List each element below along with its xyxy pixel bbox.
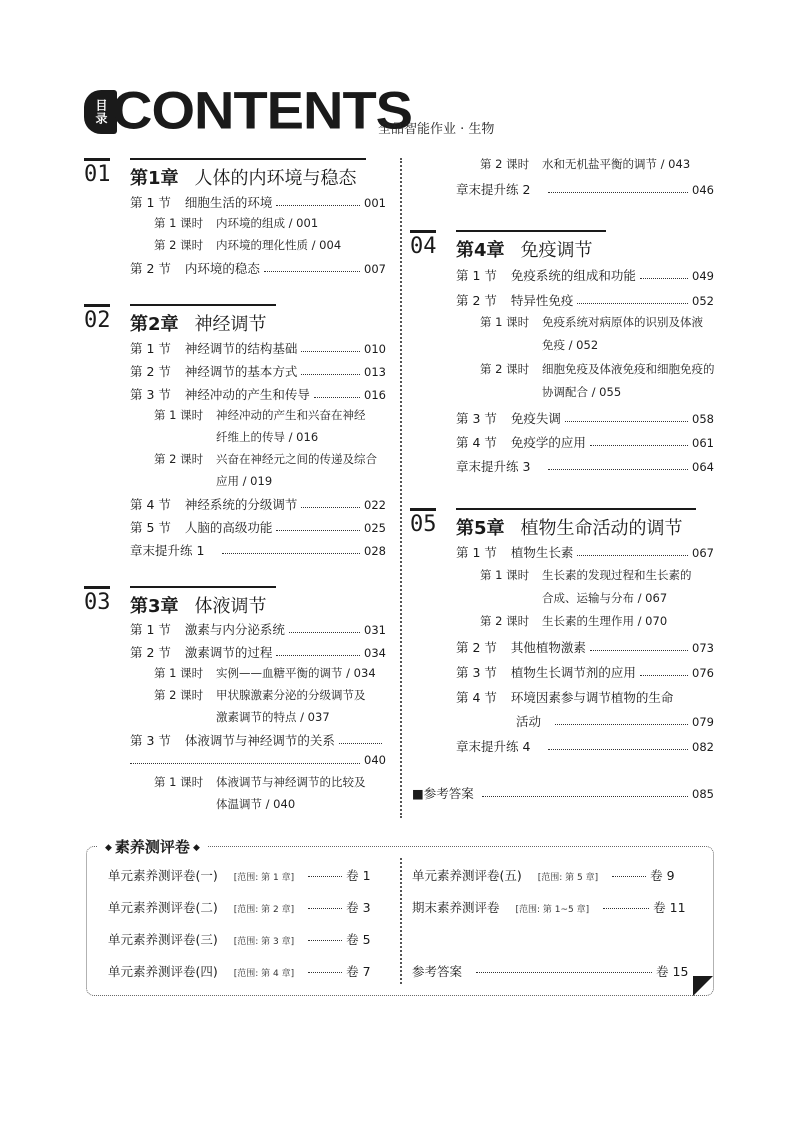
section-title: 神经冲动的产生和传导 bbox=[184, 387, 310, 402]
leader-dots bbox=[130, 762, 360, 764]
paper-page: 卷 5 bbox=[346, 932, 371, 947]
page-number: 079 bbox=[692, 715, 714, 729]
section-title: 免疫学的应用 bbox=[510, 435, 586, 450]
toc-entry[interactable] bbox=[456, 266, 714, 284]
section-number: 第 4 节 bbox=[456, 690, 497, 705]
paper-scope: [范围: 第 1 章] bbox=[233, 873, 295, 883]
chapter-number: 02 bbox=[84, 304, 110, 333]
chapter-number: 04 bbox=[410, 230, 436, 259]
page-number: 028 bbox=[364, 544, 386, 558]
toc-entry[interactable] bbox=[456, 543, 714, 561]
assessment-entry[interactable] bbox=[108, 898, 371, 916]
toc-entry[interactable] bbox=[130, 385, 386, 403]
toc-entry[interactable] bbox=[130, 259, 386, 277]
paper-page: 卷 7 bbox=[346, 964, 371, 979]
chapter-title: 体液调节 bbox=[194, 596, 267, 617]
leader-dots bbox=[301, 506, 360, 508]
paper-scope: [范围: 第 4 章] bbox=[233, 969, 295, 979]
toc-entry[interactable] bbox=[456, 409, 714, 427]
leader-dots bbox=[308, 907, 342, 909]
assessment-entry[interactable] bbox=[412, 866, 675, 884]
lesson-title: 免疫系统对病原体的识别及体液 bbox=[542, 315, 703, 329]
leader-dots bbox=[276, 529, 360, 531]
leader-dots bbox=[276, 654, 360, 656]
section-number: 第 1 节 bbox=[130, 195, 171, 210]
toc-entry[interactable] bbox=[130, 339, 386, 357]
section-number: 第 3 节 bbox=[130, 387, 171, 402]
page-number: 016 bbox=[364, 388, 386, 402]
lesson-number: 第 1 课时 bbox=[480, 568, 530, 582]
leader-dots bbox=[476, 971, 652, 973]
chapter-title: 人体的内环境与稳态 bbox=[194, 168, 357, 189]
mulu-badge: 目录 bbox=[84, 90, 117, 134]
lesson-title-continued: 合成、运输与分布 / 067 bbox=[542, 591, 668, 605]
toc-lesson[interactable] bbox=[154, 215, 318, 231]
chapter-number: 03 bbox=[84, 586, 110, 615]
section-title: 激素调节的过程 bbox=[184, 645, 273, 660]
section-title: 特异性免疫 bbox=[510, 293, 574, 308]
leader-dots bbox=[640, 674, 688, 676]
leader-dots bbox=[590, 649, 688, 651]
section-number: 第 5 节 bbox=[130, 520, 171, 535]
page-number: 040 bbox=[364, 753, 386, 767]
lesson-number: 第 2 课时 bbox=[154, 688, 204, 702]
chapter-title-bar bbox=[456, 508, 696, 542]
chapter-label: 第1章 bbox=[130, 168, 179, 189]
assessment-entry[interactable] bbox=[108, 962, 371, 980]
lesson-title: 体液调节与神经调节的比较及 bbox=[216, 775, 366, 789]
leader-dots bbox=[289, 631, 360, 633]
section-title: 其他植物激素 bbox=[510, 640, 586, 655]
leader-dots bbox=[222, 552, 360, 554]
section-title: 神经系统的分级调节 bbox=[184, 497, 298, 512]
toc-entry[interactable] bbox=[130, 495, 386, 513]
toc-lesson[interactable] bbox=[154, 665, 376, 681]
chapter-2-heading[interactable] bbox=[84, 304, 374, 335]
review-label: 章末提升练 1 bbox=[130, 543, 205, 558]
section-number: 第 4 节 bbox=[130, 497, 171, 512]
leader-dots bbox=[603, 907, 649, 909]
leader-dots bbox=[308, 939, 342, 941]
paper-page: 卷 3 bbox=[346, 900, 371, 915]
page-number: 076 bbox=[692, 666, 714, 680]
leader-dots bbox=[577, 554, 688, 556]
book-subtitle: 全品智能作业 · 生物 bbox=[378, 122, 495, 137]
page-number: 085 bbox=[692, 787, 714, 801]
section-title: 细胞生活的环境 bbox=[184, 195, 273, 210]
toc-entry[interactable] bbox=[130, 193, 386, 211]
toc-lesson[interactable] bbox=[480, 156, 690, 172]
toc-lesson[interactable] bbox=[154, 451, 377, 467]
paper-scope: [范围: 第 2 章] bbox=[233, 905, 295, 915]
chapter-label: 第5章 bbox=[456, 518, 505, 539]
review-label: 章末提升练 2 bbox=[456, 182, 531, 197]
review-label: 章末提升练 4 bbox=[456, 739, 531, 754]
section-title: 免疫失调 bbox=[510, 411, 561, 426]
section-number: 第 2 节 bbox=[130, 364, 171, 379]
lesson-title: 神经冲动的产生和兴奋在神经 bbox=[216, 408, 366, 422]
section-number: 第 2 节 bbox=[130, 645, 171, 660]
section-title: 环境因素参与调节植物的生命 bbox=[510, 690, 674, 705]
page-number: 031 bbox=[364, 623, 386, 637]
paper-name: 参考答案 bbox=[412, 964, 463, 979]
section-title: 植物生长调节剂的应用 bbox=[510, 665, 636, 680]
section-number: 第 1 节 bbox=[130, 341, 171, 356]
toc-entry[interactable] bbox=[130, 731, 386, 749]
chapter-3-heading[interactable] bbox=[84, 586, 374, 617]
section-title: 体液调节与神经调节的关系 bbox=[184, 733, 335, 748]
paper-scope: [范围: 第 5 章] bbox=[537, 873, 599, 883]
toc-entry[interactable] bbox=[456, 638, 714, 656]
toc-entry-continued[interactable] bbox=[516, 712, 714, 730]
section-number: 第 3 节 bbox=[130, 733, 171, 748]
section-title: 内环境的稳态 bbox=[184, 261, 260, 276]
toc-lesson[interactable] bbox=[480, 613, 667, 629]
toc-lesson[interactable] bbox=[154, 407, 366, 423]
lesson-title-continued: 免疫 / 052 bbox=[542, 338, 599, 352]
paper-name: 期末素养测评卷 bbox=[412, 900, 500, 915]
lesson-number: 第 1 课时 bbox=[154, 216, 204, 230]
chapter-5-heading[interactable] bbox=[410, 508, 710, 539]
page-number: 013 bbox=[364, 365, 386, 379]
leader-dots bbox=[548, 191, 688, 193]
lesson-title-continued: 应用 / 019 bbox=[216, 474, 273, 488]
lesson-title: 甲状腺激素分泌的分级调节及 bbox=[216, 688, 366, 702]
toc-review-entry[interactable] bbox=[130, 541, 386, 559]
toc-entry[interactable] bbox=[456, 663, 714, 681]
lesson-title: 内环境的理化性质 / 004 bbox=[216, 238, 342, 252]
toc-review-entry[interactable] bbox=[456, 457, 714, 475]
page-number: 052 bbox=[692, 294, 714, 308]
assessment-entry[interactable] bbox=[108, 930, 371, 948]
chapter-title-bar bbox=[130, 304, 276, 338]
leader-dots bbox=[612, 875, 646, 877]
leader-dots bbox=[548, 748, 688, 750]
leader-dots bbox=[548, 468, 688, 470]
page-corner-fold bbox=[693, 976, 713, 996]
leader-dots bbox=[301, 373, 360, 375]
chapter-number: 01 bbox=[84, 158, 110, 187]
section-title: 神经调节的结构基础 bbox=[184, 341, 298, 356]
toc-entry[interactable] bbox=[456, 433, 714, 451]
page-number: 010 bbox=[364, 342, 386, 356]
assessment-title-text: 素养测评卷 bbox=[114, 838, 190, 856]
lesson-title-continued: 体温调节 / 040 bbox=[216, 797, 296, 811]
chapter-title-bar bbox=[456, 230, 606, 264]
toc-entry[interactable] bbox=[130, 643, 386, 661]
paper-page: 卷 1 bbox=[346, 868, 371, 883]
section-title: 人脑的高级功能 bbox=[184, 520, 273, 535]
section-number: 第 4 节 bbox=[456, 435, 497, 450]
toc-answers-entry[interactable] bbox=[412, 784, 714, 802]
lesson-title: 细胞免疫及体液免疫和细胞免疫的 bbox=[542, 362, 715, 376]
chapter-title-bar bbox=[130, 586, 276, 620]
chapter-number: 05 bbox=[410, 508, 436, 537]
assessment-title bbox=[98, 836, 207, 857]
paper-name: 单元素养测评卷(三) bbox=[108, 932, 218, 947]
lesson-title: 生长素的发现过程和生长素的 bbox=[542, 568, 692, 582]
answers-label: ■参考答案 bbox=[412, 786, 474, 801]
page-number: 058 bbox=[692, 412, 714, 426]
chapter-title-bar bbox=[130, 158, 366, 192]
page-number: 061 bbox=[692, 436, 714, 450]
section-title: 免疫系统的组成和功能 bbox=[510, 268, 636, 283]
leader-dots bbox=[301, 350, 360, 352]
page-number: 007 bbox=[364, 262, 386, 276]
chapter-title: 神经调节 bbox=[194, 314, 267, 335]
section-title-continued: 活动 bbox=[516, 714, 542, 729]
chapter-title: 植物生命活动的调节 bbox=[520, 518, 683, 539]
toc-lesson[interactable] bbox=[480, 567, 692, 583]
page-number: 073 bbox=[692, 641, 714, 655]
chapter-title: 免疫调节 bbox=[520, 240, 593, 261]
chapter-4-heading[interactable] bbox=[410, 230, 710, 261]
paper-name: 单元素养测评卷(四) bbox=[108, 964, 218, 979]
chapter-1-heading[interactable] bbox=[84, 158, 374, 189]
lesson-title-continued: 激素调节的特点 / 037 bbox=[216, 710, 330, 724]
paper-page: 卷 11 bbox=[653, 900, 686, 915]
section-number: 第 2 节 bbox=[130, 261, 171, 276]
page-number: 022 bbox=[364, 498, 386, 512]
section-number: 第 1 节 bbox=[456, 545, 497, 560]
contents-wordmark: CONTENTS bbox=[112, 80, 412, 140]
assessment-divider bbox=[400, 858, 402, 984]
section-number: 第 2 节 bbox=[456, 293, 497, 308]
chapter-label: 第4章 bbox=[456, 240, 505, 261]
leader-dots bbox=[264, 270, 360, 272]
lesson-title: 实例——血糖平衡的调节 / 034 bbox=[216, 666, 376, 680]
leader-dots bbox=[590, 444, 688, 446]
leader-dots bbox=[276, 204, 360, 206]
lesson-number: 第 2 课时 bbox=[154, 238, 204, 252]
page-number: 025 bbox=[364, 521, 386, 535]
paper-page: 卷 15 bbox=[656, 964, 689, 979]
section-number: 第 3 节 bbox=[456, 665, 497, 680]
assessment-entry[interactable] bbox=[108, 866, 371, 884]
page-number: 046 bbox=[692, 183, 714, 197]
toc-entry[interactable] bbox=[456, 688, 714, 706]
paper-page: 卷 9 bbox=[650, 868, 675, 883]
leader-dots bbox=[565, 420, 688, 422]
toc-lesson[interactable] bbox=[480, 314, 703, 330]
toc-review-entry[interactable] bbox=[456, 737, 714, 755]
review-label: 章末提升练 3 bbox=[456, 459, 531, 474]
lesson-title: 生长素的生理作用 / 070 bbox=[542, 614, 668, 628]
lesson-number: 第 2 课时 bbox=[480, 362, 530, 376]
page-number: 001 bbox=[364, 196, 386, 210]
leader-dots bbox=[339, 742, 382, 744]
toc-entry[interactable] bbox=[130, 518, 386, 536]
toc-lesson[interactable] bbox=[154, 774, 366, 790]
page-number: 049 bbox=[692, 269, 714, 283]
lesson-number: 第 2 课时 bbox=[154, 452, 204, 466]
leader-dots bbox=[555, 723, 688, 725]
toc-review-entry[interactable] bbox=[456, 180, 714, 198]
section-title: 激素与内分泌系统 bbox=[184, 622, 285, 637]
lesson-title-continued: 协调配合 / 055 bbox=[542, 385, 622, 399]
toc-lesson[interactable] bbox=[480, 361, 715, 377]
section-title: 植物生长素 bbox=[510, 545, 574, 560]
leader-dots bbox=[640, 277, 688, 279]
paper-scope: [范围: 第 1~5 章] bbox=[515, 905, 590, 915]
lesson-title: 内环境的组成 / 001 bbox=[216, 216, 319, 230]
lesson-number: 第 2 课时 bbox=[480, 614, 530, 628]
toc-lesson[interactable] bbox=[154, 237, 341, 253]
page-number: 082 bbox=[692, 740, 714, 754]
leader-dots bbox=[308, 875, 342, 877]
contents-logo bbox=[84, 80, 412, 140]
lesson-number: 第 1 课时 bbox=[480, 315, 530, 329]
diamond-icon: ◆ bbox=[192, 842, 200, 853]
page-number: 067 bbox=[692, 546, 714, 560]
lesson-number: 第 1 课时 bbox=[154, 408, 204, 422]
assessment-entry[interactable] bbox=[412, 962, 688, 980]
paper-scope: [范围: 第 3 章] bbox=[233, 937, 295, 947]
section-number: 第 2 节 bbox=[456, 640, 497, 655]
lesson-number: 第 1 课时 bbox=[154, 775, 204, 789]
section-number: 第 1 节 bbox=[456, 268, 497, 283]
lesson-title: 水和无机盐平衡的调节 / 043 bbox=[542, 157, 691, 171]
page-number: 034 bbox=[364, 646, 386, 660]
leader-dots bbox=[577, 302, 688, 304]
chapter-label: 第3章 bbox=[130, 596, 179, 617]
section-title: 神经调节的基本方式 bbox=[184, 364, 298, 379]
leader-dots bbox=[482, 795, 688, 797]
leader-dots bbox=[308, 971, 342, 973]
assessment-entry[interactable] bbox=[412, 898, 686, 916]
toc-entry[interactable] bbox=[130, 620, 386, 638]
toc-entry[interactable] bbox=[456, 291, 714, 309]
paper-name: 单元素养测评卷(五) bbox=[412, 868, 522, 883]
section-number: 第 1 节 bbox=[130, 622, 171, 637]
lesson-title: 兴奋在神经元之间的传递及综合 bbox=[216, 452, 377, 466]
lesson-number: 第 1 课时 bbox=[154, 666, 204, 680]
column-divider bbox=[400, 158, 402, 818]
toc-entry[interactable] bbox=[130, 362, 386, 380]
lesson-title-continued: 纤维上的传导 / 016 bbox=[216, 430, 319, 444]
chapter-label: 第2章 bbox=[130, 314, 179, 335]
toc-lesson[interactable] bbox=[154, 687, 366, 703]
paper-name: 单元素养测评卷(一) bbox=[108, 868, 218, 883]
diamond-icon: ◆ bbox=[105, 842, 112, 853]
leader-dots bbox=[314, 396, 360, 398]
paper-name: 单元素养测评卷(二) bbox=[108, 900, 218, 915]
toc-entry-continued[interactable] bbox=[130, 753, 386, 767]
page-number: 064 bbox=[692, 460, 714, 474]
lesson-number: 第 2 课时 bbox=[480, 157, 530, 171]
section-number: 第 3 节 bbox=[456, 411, 497, 426]
